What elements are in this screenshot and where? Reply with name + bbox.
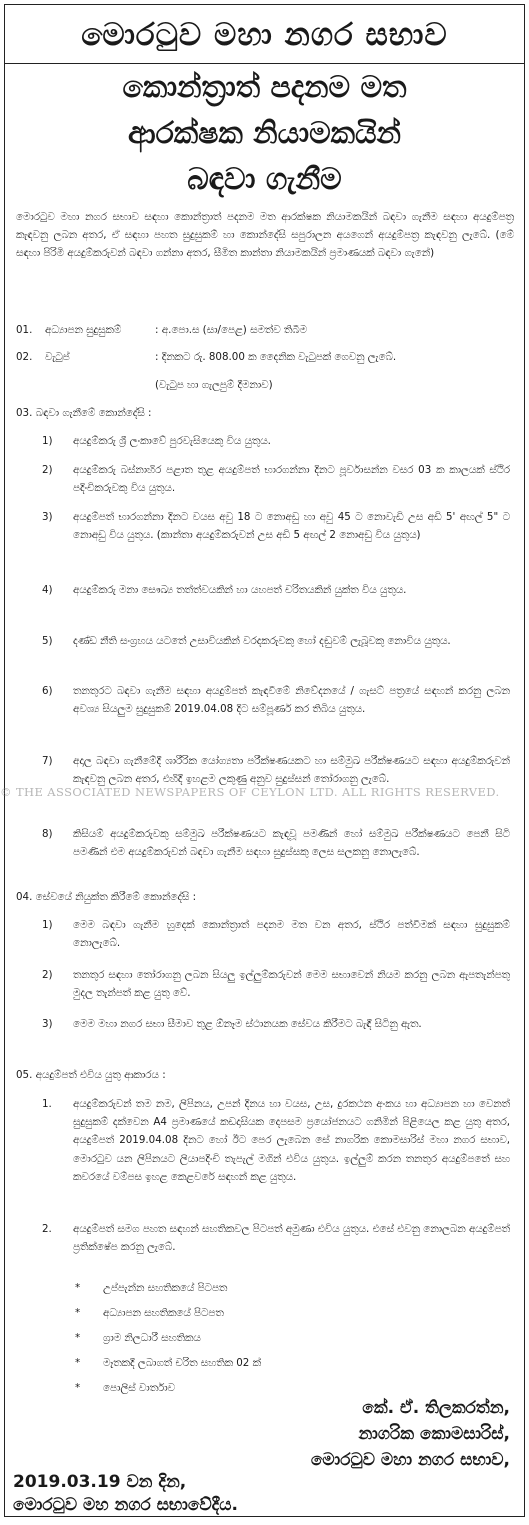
signatory-org: මොරටුව මහා නගර සභාව,: [310, 1450, 510, 1470]
item-number: 8): [42, 828, 53, 840]
item-text: කිසියම් අයදුම්කරුවකු සම්මුඛ පරීක්ෂණයට කැඳවූ පමණින් හෝ සම්මුඛ පරීක්ෂණයට පෙනී සිටි පමණින් එම අයදුම්කරුවන් බඳවා ගැනීම සඳහා සුදුස්සකු ලෙස සලකනු නොලැබේ.: [73, 828, 510, 859]
issue-place: මොරටුව මහ නගර සභාවේදීය.: [13, 1495, 238, 1515]
item-text: අයදුම්කරු බස්නාහිර පළාත තුළ අයදුම්පත් භාරගන්නා දිනට පූර්වාසන්න වසර 03 ක කාලයක් ස්ථිර පදිංචිකරුවකු විය යුතුය.: [73, 464, 510, 495]
bullet-star-icon: *: [75, 1282, 81, 1294]
item-number: 3): [42, 1018, 53, 1030]
item-text: අයදුම්පත් සමග පහත සඳහන් සහතිකවල පිටපත් අමුණා එවිය යුතුය. එසේ එවනු නොලබන අයදුම්පත් ප්‍රතික්ෂේප කරනු ලැබේ.: [73, 1223, 510, 1254]
item-text: දණ්ඩ නීති සංග්‍රහය යටතේ උසාවියකින් වරදකරුවකු හෝ දඬුවම් ලැබූවකු නොවිය යුතුය.: [73, 635, 451, 647]
bullet-text: ග්‍රාම නිලධාරී සහතිකය: [103, 1332, 201, 1344]
bullet-text: මෑතකදී ලබාගත් චරිත සහතික 02 ක්: [103, 1357, 261, 1369]
issue-date: 2019.03.19 වන දින,: [13, 1472, 187, 1492]
s1-number: 01.: [16, 324, 33, 336]
s4-heading: 04. සේවයේ නියුක්ත කිරීමේ කොන්දේසි :: [16, 891, 197, 903]
s2-value: : දිනකට රු. 808.00 ක දෛනික වැටුපක් ගෙවනු ලැබේ.: [155, 351, 397, 363]
item-number: 4): [42, 584, 53, 596]
s2-number: 02.: [16, 351, 33, 363]
s5-heading: 05. අයදුම්පත් එවිය යුතු ආකාරය :: [16, 1069, 166, 1081]
heading-line-1: කොන්ත්‍රාත් පදනම මත: [122, 70, 407, 105]
item-text: අයදුම්කරු මනා සෞඛ්‍ය තත්ත්වයකින් හා යහපත් චරිතයකින් යුක්ත විය යුතුය.: [73, 584, 407, 596]
bullet-star-icon: *: [75, 1332, 81, 1344]
item-text: අදාල බඳවා ගැනීමේදී ශාරීරික යෝග්‍යතා පරීක්ෂණයකට හා සම්මුඛ පරීක්ෂණයට සඳහා අයදුම්කරුවන් කැඳවනු ලබන අතර, එහිදී ඉහළම ලකුණු අනුව සුදුස්සන් තෝරාගනු ලැබේ.: [73, 755, 510, 786]
signatory-role: නාගරික කොමසාරිස්,: [358, 1424, 510, 1444]
s1-value: : අ.පො.ස (සා/පෙළ) සමත්ව තිබීම: [155, 324, 308, 336]
signatory-name: කේ. ඒ. තිලකරත්න,: [362, 1398, 510, 1418]
item-number: 2): [42, 464, 53, 476]
copyright-watermark: © THE ASSOCIATED NEWSPAPERS OF CEYLON LTD. ALL RIGHTS RESERVED.: [0, 785, 500, 799]
advertisement-page: [4, 4, 525, 1517]
bullet-star-icon: *: [75, 1382, 81, 1394]
intro-paragraph: මොරටුව මහා නගර සභාව සඳහා කොන්ත්‍රාත් පදනම මත ආරක්ෂක නියාමකයින් බඳවා ගැනීම සඳහා අයදුම්පත්‍ර කැඳවනු ලබන අතර, ඒ සඳහා පහත සුදුසුකම් හා කොන්දේසි සපුරාලන අයගෙන් අයදුම්පත්‍ර කැඳවනු ලැබේ. (මේ සඳහා පිරිමි අයදුම්කරුවන් බඳවා ගන්නා අතර, සීමිත කාන්තා නියාමකයින් ප්‍රමාණයක් බඳවා ගැනේ): [16, 211, 514, 259]
item-number: 6): [42, 685, 53, 697]
item-number: 3): [42, 511, 53, 523]
item-text: තනතුර සඳහා තෝරාගනු ලබන සියලු ඉල්ලුම්කරුවන් මෙම සභාවෙන් නියම කරනු ලබන ඇපතැන්පතු මුදල තැන්පත් කළ යුතු වේ.: [73, 969, 510, 1000]
item-number: 7): [42, 755, 53, 767]
item-number: 1): [42, 435, 53, 447]
heading-line-3: බඳවා ගැනීම: [187, 162, 342, 197]
bullet-star-icon: *: [75, 1357, 81, 1369]
heading-line-2: ආරක්ෂක නියාමකයින්: [128, 116, 401, 151]
item-text: තනතුරට බඳවා ගැනීම සඳහා අයදුම්පත් කැඳවීමේ නිවේදනයේ / ගැසට් පත්‍රයේ සඳහන් කරනු ලබන අවශ්‍ය සියලුම සුදුසුකම් 2019.04.08 දිට සම්පූර්ණ කර තිබිය යුතුය.: [73, 685, 510, 716]
item-text: අයදුම්කරුවන් තම නම, ලිපිනය, උපන් දිනය හා වයස, උස, දුරකථන අංකය හා අධ්‍යාපන හා වෙනත් සුදුසුකම් දක්වෙන A4 ප්‍රමාණයේ කඩදාසියක දෙපසම ප්‍රයෝජනයට ගනිමින් පිළියෙල කළ යුතු අතර, අයදුම්පත් 2019.04.08 දිනට හෝ ඊට පෙර ලැබෙන සේ නාගරික කොමසාරිස් මහා නගර සභාව, මොරටුව යන ලිපිනයට ලියාපදිංචි තැපැල් මගින් එවිය යුතුය. ඉල්ලුම් කරන තනතුර අයදුම්පතේ සහ කවරයේ වම්පස ඉහළ කෙළවරේ සඳහන් කළ යුතුය.: [73, 1098, 510, 1183]
item-number: 5): [42, 635, 53, 647]
item-number: 2): [42, 969, 53, 981]
item-text: මෙම බඳවා ගැනීම හුදෙක් කොන්ත්‍රාත් පදනම මත වන අතර, ස්ථිර පත්වීමක් සඳහා සුදුසුකම් නොලැබේ.: [73, 919, 510, 950]
s3-heading: 03. බඳවා ගැනීමේ කොන්දේසි :: [16, 407, 152, 419]
s2-label: වැටුප්: [45, 351, 70, 363]
item-number: 1): [42, 919, 53, 931]
bullet-star-icon: *: [75, 1307, 81, 1319]
item-text: අයදුම්කරු ශ්‍රී ලංකාවේ පුරවැසියෙකු විය යුතුය.: [73, 435, 271, 447]
s1-label: අධ්‍යාපන සුදුසුකම්: [45, 324, 122, 336]
bullet-text: පොලිස් වාර්තාව: [103, 1382, 176, 1394]
item-number: 2.: [42, 1223, 52, 1235]
item-text: මෙම මහා නගර සභා සීමාව තුළ ඕනෑම ස්ථානයක සේවය කිරීමට බැඳී සිටිනු ඇත.: [73, 1018, 422, 1030]
council-title: මොරටුව මහා නගර සභාව: [5, 7, 524, 64]
item-text: අයදුම්පත් භාරගන්නා දිනට වයස අවු 18 ට නොඅඩු හා අවු 45 ට නොවැඩි උස අඩි 5' අඟල් 5" ට නොඅඩු විය යුතුය. (කාන්තා අයදුම්කරුවන් උස අඩි 5 අඟල් 2 නොඅඩු විය යුතුය): [73, 511, 510, 542]
item-number: 1.: [42, 1098, 52, 1110]
bullet-text: අධ්‍යාපන සහතිකයේ පිටපත: [103, 1307, 224, 1319]
bullet-text: උප්පැන්න සහතිකයේ පිටපත: [103, 1282, 228, 1294]
notice-heading: [5, 65, 524, 203]
s2-note: (වැටුප හා ගැලපුම් දීමනාව): [155, 379, 273, 391]
